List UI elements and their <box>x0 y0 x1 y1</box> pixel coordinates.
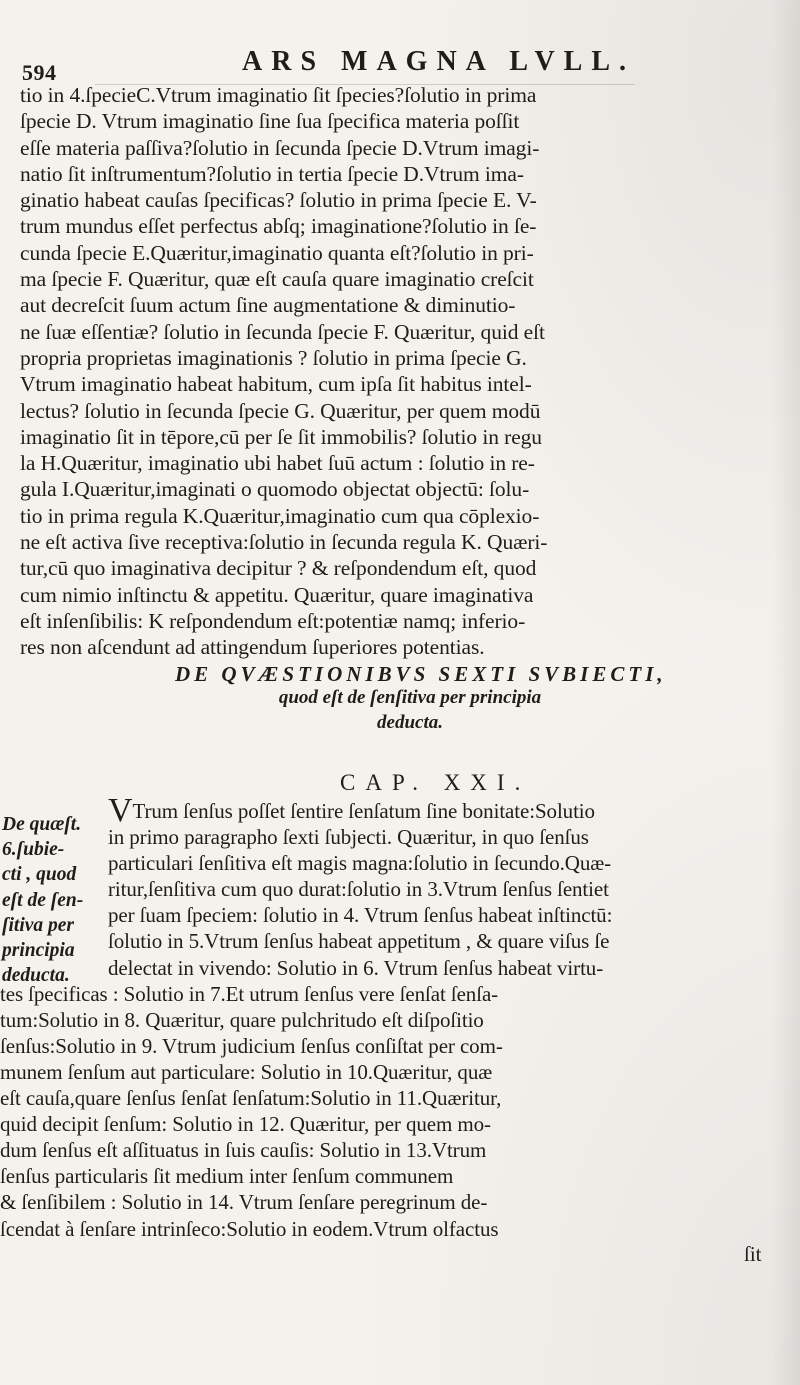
text-line: tio in 4.ſpecieC.Vtrum imaginatio ſit ſpecies?ſolutio in prima <box>20 83 537 107</box>
margin-note-line: De quæſt. <box>2 814 82 835</box>
text-line: ſpecie D. Vtrum imaginatio ſine ſua ſpecifica materia poſſit <box>20 109 520 134</box>
text-line: propria proprietas imaginationis ? ſolutio in prima ſpecie G. <box>20 345 527 370</box>
text-line: ginatio habeat cauſas ſpecificas? ſolutio in prima ſpecie E. V- <box>20 188 537 213</box>
text-line: ſolutio in 5.Vtrum ſenſus habeat appetitum , & quare viſus ſe <box>108 929 610 954</box>
text-line: lectus? ſolutio in ſecunda ſpecie G. Quæritur, per quem modū <box>20 398 541 423</box>
section-heading: DE QVÆSTIONIBVS SEXTI SVBIECTI, <box>175 662 667 686</box>
page-number: 594 <box>22 60 57 85</box>
running-title: ARS MAGNA LVLL. <box>242 46 636 77</box>
text-line: ſenſus:Solutio in 9. Vtrum judicium ſenſus conſiſtat per com- <box>0 1033 503 1058</box>
text-line: ma ſpecie F. Quæritur, quæ eſt cauſa quare imaginatio creſcit <box>20 267 534 292</box>
text-line: ſcendat à ſenſare intrinſeco:Solutio in eodem.Vtrum olfactus <box>0 1216 499 1241</box>
text-line: ſenſus particularis ſit medium inter ſenſum communem <box>0 1164 454 1189</box>
text-line: trum mundus eſſet perfectus abſq; imaginatione?ſolutio in ſe- <box>20 214 537 239</box>
text-line: munem ſenſum aut particulare: Solutio in 10.Quæritur, quæ <box>0 1059 493 1084</box>
upper-text-block <box>20 82 772 661</box>
text-line: eſt inſenſibilis: K reſpondendum eſt:potentiæ namq; inferio- <box>20 608 526 633</box>
text-line: ne eſt activa ſive receptiva:ſolutio in ſecunda regula K. Quæri- <box>20 530 548 555</box>
text-line: in primo paragrapho ſexti ſubjecti. Quæritur, in quo ſenſus <box>108 825 589 850</box>
text-line-content: Trum ſenſus poſſet ſentire ſenſatum ſine bonitate:Solutio <box>132 799 595 823</box>
text-line: & ſenſibilem : Solutio in 14. Vtrum ſenſare peregrinum de- <box>0 1190 488 1215</box>
section-subheading: quod eſt de ſenſitiva per principia <box>278 687 542 708</box>
text-line: cum nimio inſtinctu & appetitu. Quæritur, quare imaginativa <box>20 582 534 607</box>
text-line: tes ſpecificas : Solutio in 7.Et utrum ſenſus vere ſenſat ſenſa- <box>0 981 499 1006</box>
margin-note-line: deducta. <box>2 965 70 987</box>
text-line: particulari ſenſitiva eſt magis magna:ſolutio in ſecundo.Quæ- <box>108 851 612 876</box>
margin-note-line: cti , quod <box>2 864 77 886</box>
text-line: res non aſcendunt ad attingendum ſuperiores potentias. <box>20 635 485 660</box>
text-line: tum:Solutio in 8. Quæritur, quare pulchritudo eſt diſpoſitio <box>0 1007 484 1032</box>
text-line: eſt cauſa,quare ſenſus ſenſat ſenſatum:Solutio in 11.Quæritur, <box>0 1086 502 1111</box>
text-line: gula I.Quæritur,imaginati o quomodo objectat objectū: ſolu- <box>20 477 530 502</box>
text-line: Vtrum imaginatio habeat habitum, cum ipſa ſit habitus intel- <box>20 372 532 397</box>
text-line: tio in prima regula K.Quæritur,imaginatio cum qua cōplexio- <box>20 503 540 528</box>
text-line: quid decipit ſenſum: Solutio in 12. Quæritur, per quem mo- <box>0 1112 491 1137</box>
text-line: ritur,ſenſitiva cum quo durat:ſolutio in 3.Vtrum ſenſus ſentiet <box>108 877 609 902</box>
margin-note-line: principia <box>2 939 75 961</box>
text-line: aut decreſcit ſuum actum ſine augmentatione & diminutio- <box>20 293 516 318</box>
text-line: la H.Quæritur, imaginatio ubi habet ſuū actum : ſolutio in re- <box>20 451 535 476</box>
text-line: tur,cū quo imaginativa decipitur ? & reſpondendum eſt, quod <box>20 556 537 581</box>
margin-note-line: 6.ſubie- <box>2 839 65 861</box>
drop-initial: V <box>108 798 133 825</box>
text-line: per ſuam ſpeciem: ſolutio in 4. Vtrum ſenſus habeat inſtinctū: <box>108 903 613 928</box>
text-line: eſſe materia paſſiva?ſolutio in ſecunda ſpecie D.Vtrum imagi- <box>20 135 540 160</box>
margin-note-line: ſitiva per <box>2 914 75 936</box>
catchword: ſit <box>744 1242 762 1266</box>
chapter-label: CAP. XXI. <box>340 770 531 795</box>
text-line: ne ſuæ eſſentiæ? ſolutio in ſecunda ſpecie F. Quæritur, quid eſt <box>20 319 545 344</box>
text-line-first <box>108 798 784 824</box>
text-line: natio ſit inſtrumentum?ſolutio in tertia ſpecie D.Vtrum ima- <box>20 161 524 186</box>
text-line: dum ſenſus eſt aſſituatus in ſuis cauſis: Solutio in 13.Vtrum <box>0 1138 487 1163</box>
text-line: delectat in vivendo: Solutio in 6. Vtrum ſenſus habeat virtu- <box>108 955 604 980</box>
section-subheading-end: deducta. <box>377 712 443 733</box>
text-line: cunda ſpecie E.Quæritur,imaginatio quanta eſt?ſolutio in pri- <box>20 240 534 265</box>
margin-note-line: eſt de ſen- <box>2 889 84 911</box>
text-line: imaginatio ſit in tēpore,cū per ſe ſit immobilis? ſolutio in regu <box>20 424 542 449</box>
marginal-note <box>2 812 107 988</box>
